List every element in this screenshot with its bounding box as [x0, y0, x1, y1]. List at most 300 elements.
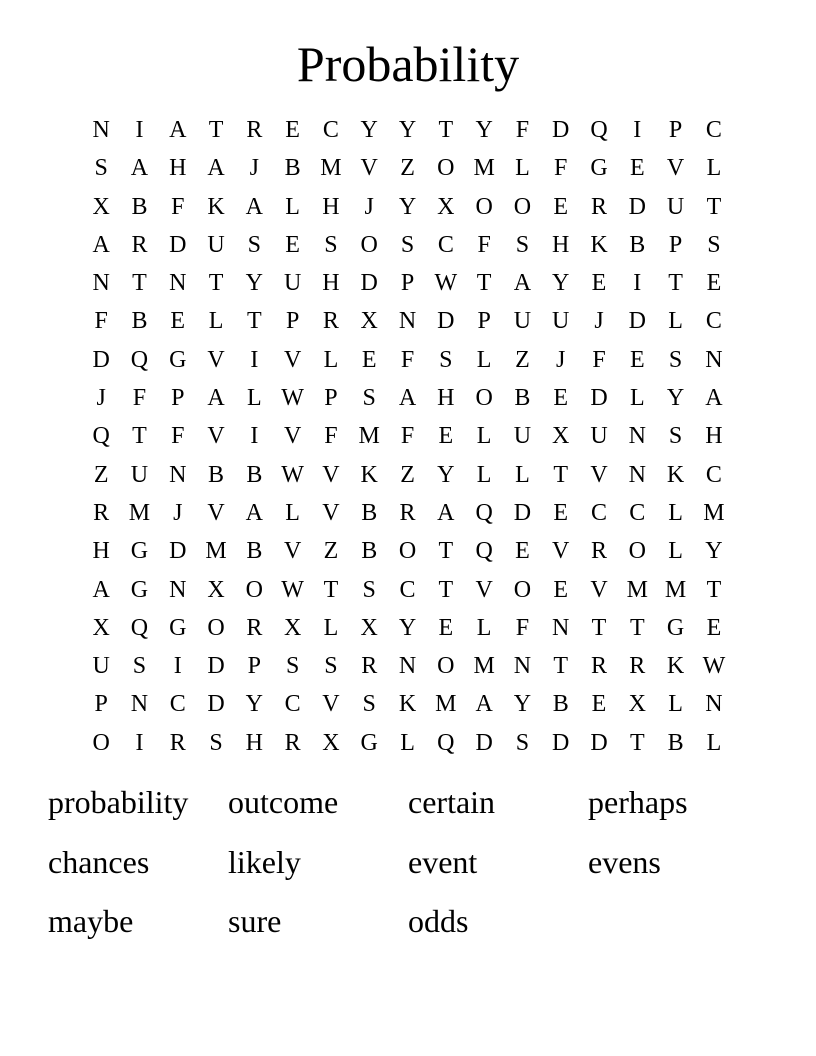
grid-letter: K [666, 461, 685, 488]
grid-letter: G [590, 155, 608, 182]
grid-letter: L [668, 538, 683, 565]
grid-letter: O [398, 538, 417, 565]
grid-letter: D [207, 653, 225, 680]
grid-letter: B [514, 385, 531, 412]
grid-letter: Y [513, 691, 532, 718]
grid-letter: R [591, 538, 608, 565]
word-list-item: probability [48, 784, 189, 820]
grid-letter: T [668, 270, 683, 297]
grid-letter: M [358, 423, 380, 450]
grid-letter: T [438, 576, 454, 603]
grid-letter: X [360, 614, 378, 641]
grid-letter: L [476, 461, 492, 488]
grid-letter: P [324, 385, 338, 412]
grid-letter: J [249, 155, 259, 182]
grid-letter: C [399, 576, 416, 603]
letter-grid [82, 111, 733, 762]
grid-letter: Y [398, 614, 417, 641]
grid-letter: H [322, 270, 340, 297]
grid-letter: W [281, 576, 304, 603]
grid-letter: E [591, 691, 607, 718]
grid-letter: F [477, 231, 491, 258]
grid-letter: F [515, 117, 530, 143]
grid-letter: A [705, 385, 723, 412]
grid-letter: E [629, 155, 645, 182]
grid-letter: O [437, 155, 455, 182]
grid-letter: V [207, 499, 225, 526]
grid-letter: K [360, 461, 378, 488]
grid-letter: N [398, 653, 417, 680]
grid-letter: O [437, 653, 455, 680]
grid-letter: J [173, 499, 183, 526]
grid-letter: X [283, 614, 302, 641]
grid-letter: Q [590, 117, 608, 143]
grid-letter: A [169, 117, 187, 143]
grid-letter: S [400, 231, 415, 258]
grid-letter: V [322, 461, 340, 488]
grid-letter: B [361, 538, 378, 565]
grid-letter: S [285, 653, 300, 680]
grid-letter: U [92, 653, 110, 680]
grid-letter: R [591, 193, 608, 220]
grid-letter: S [515, 729, 530, 756]
grid-letter: M [473, 155, 495, 182]
grid-letter: T [553, 653, 569, 680]
grid-letter: O [513, 193, 532, 220]
grid-letter: L [400, 729, 415, 756]
grid-letter: I [633, 117, 642, 143]
grid-letter: L [476, 423, 492, 450]
grid-letter: N [705, 346, 723, 373]
grid-letter: Q [92, 423, 110, 450]
grid-letter: R [93, 499, 110, 526]
grid-letter: V [207, 346, 225, 373]
grid-letter: H [169, 155, 187, 182]
grid-letter: L [247, 385, 262, 412]
grid-letter: A [245, 499, 263, 526]
grid-letter: S [247, 231, 262, 258]
grid-letter: E [629, 346, 645, 373]
grid-letter: M [128, 499, 151, 526]
grid-letter: U [513, 308, 532, 335]
grid-letter: Y [245, 270, 263, 297]
grid-letter: U [590, 423, 608, 450]
grid-letter: E [361, 346, 377, 373]
grid-letter: H [245, 729, 263, 756]
word-list-item: maybe [48, 903, 134, 939]
grid-letter: D [437, 308, 455, 335]
grid-letter: F [171, 193, 185, 220]
grid-letter: L [515, 155, 530, 182]
grid-letter: E [285, 231, 300, 258]
grid-letter: G [130, 538, 149, 565]
grid-letter: Z [515, 346, 530, 373]
grid-letter: S [324, 653, 338, 680]
grid-letter: M [205, 538, 227, 565]
grid-letter: R [246, 614, 263, 641]
grid-letter: A [207, 385, 225, 412]
grid-letter: T [208, 270, 224, 297]
grid-letter: X [207, 576, 225, 603]
grid-letter: F [515, 614, 530, 641]
grid-letter: R [169, 729, 186, 756]
grid-letter: D [475, 729, 493, 756]
grid-letter: P [247, 653, 262, 680]
grid-letter: F [554, 155, 568, 182]
grid-letter: S [94, 155, 108, 182]
grid-letter: N [398, 308, 417, 335]
grid-letter: L [706, 155, 722, 182]
grid-letter: S [362, 385, 376, 412]
word-list [48, 773, 768, 952]
grid-letter: E [706, 270, 722, 297]
grid-letter: N [92, 117, 110, 143]
grid-letter: B [552, 691, 569, 718]
grid-letter: Y [398, 117, 417, 143]
grid-letter: T [629, 614, 645, 641]
grid-letter: T [438, 538, 454, 565]
grid-letter: U [666, 193, 685, 220]
grid-letter: R [629, 653, 646, 680]
grid-letter: X [322, 729, 340, 756]
word-list-item: certain [408, 784, 496, 820]
grid-letter: Q [475, 538, 493, 565]
grid-letter: V [283, 538, 302, 565]
grid-letter: B [629, 231, 646, 258]
grid-letter: D [628, 193, 646, 220]
grid-letter: F [171, 423, 185, 450]
grid-letter: J [364, 193, 374, 220]
grid-letter: O [92, 729, 110, 756]
grid-letter: T [438, 117, 454, 143]
grid-letter: L [476, 614, 492, 641]
grid-letter: H [705, 423, 723, 450]
grid-letter: N [552, 614, 570, 641]
grid-letter: P [477, 308, 491, 335]
grid-letter: H [322, 193, 340, 220]
grid-letter: K [590, 231, 608, 258]
grid-letter: S [209, 729, 223, 756]
grid-letter: U [207, 231, 225, 258]
grid-letter: S [668, 346, 683, 373]
grid-letter: J [96, 385, 106, 412]
grid-letter: Y [360, 117, 378, 143]
grid-letter: E [285, 117, 300, 143]
grid-letter: E [438, 614, 454, 641]
grid-letter: X [437, 193, 455, 220]
grid-letter: E [553, 499, 569, 526]
grid-letter: L [668, 308, 683, 335]
grid-letter: R [399, 499, 416, 526]
page-title: Probability [296, 36, 520, 92]
grid-letter: N [169, 576, 187, 603]
grid-letter: L [629, 385, 645, 412]
grid-letter: S [439, 346, 453, 373]
grid-letter: R [131, 231, 148, 258]
grid-letter: E [553, 193, 569, 220]
word-list-item: perhaps [588, 784, 688, 820]
grid-letter: L [476, 346, 492, 373]
grid-letter: M [473, 653, 495, 680]
grid-letter: C [169, 691, 186, 718]
grid-letter: L [323, 346, 339, 373]
grid-letter: T [629, 729, 645, 756]
grid-letter: S [362, 691, 376, 718]
grid-letter: L [285, 499, 300, 526]
grid-letter: A [245, 193, 263, 220]
grid-letter: O [360, 231, 378, 258]
grid-letter: F [400, 346, 415, 373]
grid-letter: E [591, 270, 607, 297]
grid-letter: I [250, 423, 259, 450]
grid-letter: O [475, 193, 493, 220]
grid-letter: T [323, 576, 339, 603]
grid-letter: U [130, 461, 149, 488]
grid-letter: V [322, 691, 340, 718]
word-list-item: odds [408, 903, 469, 939]
grid-letter: G [360, 729, 378, 756]
grid-letter: I [135, 117, 144, 143]
grid-letter: T [591, 614, 607, 641]
grid-letter: B [208, 461, 225, 488]
grid-letter: T [706, 576, 722, 603]
grid-letter: B [131, 308, 148, 335]
grid-letter: D [590, 385, 608, 412]
grid-letter: A [398, 385, 417, 412]
grid-letter: E [515, 538, 530, 565]
grid-letter: D [590, 729, 608, 756]
word-list-item: outcome [228, 784, 339, 820]
grid-letter: S [132, 653, 147, 680]
grid-letter: C [322, 117, 339, 143]
grid-letter: P [94, 691, 108, 718]
grid-letter: T [132, 423, 147, 450]
grid-letter: V [552, 538, 570, 565]
grid-letter: P [668, 117, 683, 143]
grid-letter: X [92, 614, 110, 641]
grid-letter: L [515, 461, 530, 488]
grid-letter: A [475, 691, 493, 718]
grid-letter: K [398, 691, 417, 718]
grid-letter: Q [130, 346, 149, 373]
grid-letter: S [362, 576, 376, 603]
grid-letter: U [283, 270, 302, 297]
grid-letter: D [169, 538, 187, 565]
grid-letter: L [668, 499, 683, 526]
grid-letter: V [360, 155, 378, 182]
grid-letter: E [170, 308, 186, 335]
grid-letter: A [207, 155, 225, 182]
grid-letter: T [247, 308, 262, 335]
grid-letter: A [513, 270, 532, 297]
grid-letter: G [169, 614, 187, 641]
grid-letter: X [628, 691, 646, 718]
grid-letter: K [666, 653, 685, 680]
grid-letter: D [207, 691, 225, 718]
grid-letter: P [400, 270, 415, 297]
grid-letter: Z [400, 155, 415, 182]
word-list-item: sure [228, 903, 282, 939]
grid-letter: D [360, 270, 378, 297]
grid-letter: W [702, 653, 726, 680]
grid-letter: M [435, 691, 457, 718]
grid-letter: B [246, 461, 263, 488]
grid-letter: V [666, 155, 685, 182]
grid-letter: N [130, 691, 149, 718]
grid-letter: X [360, 308, 378, 335]
grid-letter: I [633, 270, 642, 297]
grid-letter: Y [475, 117, 493, 143]
grid-letter: E [438, 423, 454, 450]
grid-letter: U [513, 423, 532, 450]
grid-letter: N [169, 270, 187, 297]
grid-letter: V [322, 499, 340, 526]
grid-letter: C [437, 231, 454, 258]
grid-letter: I [135, 729, 144, 756]
grid-letter: D [169, 231, 187, 258]
grid-letter: E [553, 576, 569, 603]
grid-letter: P [285, 308, 300, 335]
word-list-item: event [408, 843, 478, 880]
grid-letter: F [592, 346, 606, 373]
grid-letter: V [590, 461, 608, 488]
grid-letter: V [590, 576, 608, 603]
grid-letter: S [324, 231, 338, 258]
grid-letter: Y [705, 538, 723, 565]
grid-letter: Z [93, 461, 109, 488]
grid-letter: A [92, 231, 110, 258]
grid-letter: I [250, 346, 259, 373]
grid-letter: T [553, 461, 569, 488]
grid-letter: T [132, 270, 147, 297]
grid-letter: D [552, 729, 570, 756]
grid-letter: Z [323, 538, 339, 565]
grid-letter: A [130, 155, 149, 182]
grid-letter: E [553, 385, 569, 412]
grid-letter: M [703, 499, 725, 526]
grid-letter: C [705, 308, 722, 335]
grid-letter: N [628, 423, 646, 450]
grid-letter: N [513, 653, 532, 680]
grid-letter: H [552, 231, 570, 258]
grid-letter: S [668, 423, 683, 450]
word-list-item: chances [48, 843, 150, 880]
grid-letter: M [626, 576, 648, 603]
grid-letter: H [437, 385, 455, 412]
grid-letter: K [207, 193, 225, 220]
grid-letter: R [284, 729, 301, 756]
grid-letter: A [92, 576, 110, 603]
grid-letter: E [706, 614, 722, 641]
grid-letter: N [92, 270, 110, 297]
grid-letter: X [552, 423, 570, 450]
grid-letter: Y [437, 461, 455, 488]
grid-letter: B [667, 729, 684, 756]
grid-letter: C [705, 117, 722, 143]
grid-letter: L [706, 729, 722, 756]
grid-letter: V [207, 423, 225, 450]
grid-letter: O [513, 576, 532, 603]
grid-letter: D [513, 499, 532, 526]
grid-letter: N [169, 461, 187, 488]
grid-letter: Y [245, 691, 263, 718]
grid-letter: Q [475, 499, 493, 526]
grid-letter: X [92, 193, 110, 220]
grid-letter: T [208, 117, 224, 143]
grid-letter: A [437, 499, 455, 526]
grid-letter: Y [398, 193, 417, 220]
word-list-item: evens [588, 843, 661, 880]
grid-letter: P [668, 231, 683, 258]
grid-letter: Q [130, 614, 149, 641]
grid-letter: G [169, 346, 187, 373]
grid-letter: C [629, 499, 646, 526]
grid-letter: O [245, 576, 263, 603]
grid-letter: F [324, 423, 338, 450]
grid-letter: Q [437, 729, 455, 756]
grid-letter: F [94, 308, 108, 335]
grid-letter: T [706, 193, 722, 220]
grid-letter: W [434, 270, 458, 297]
grid-letter: J [556, 346, 566, 373]
grid-letter: S [515, 231, 530, 258]
grid-letter: L [208, 308, 224, 335]
grid-letter: O [628, 538, 646, 565]
grid-letter: O [475, 385, 493, 412]
grid-letter: R [361, 653, 378, 680]
grid-letter: R [591, 653, 608, 680]
grid-letter: W [281, 461, 304, 488]
grid-letter: R [322, 308, 339, 335]
grid-letter: P [171, 385, 185, 412]
grid-letter: F [400, 423, 415, 450]
grid-letter: F [132, 385, 147, 412]
grid-letter: V [283, 346, 302, 373]
grid-letter: Y [666, 385, 685, 412]
grid-letter: W [281, 385, 304, 412]
grid-letter: B [361, 499, 378, 526]
grid-letter: L [323, 614, 339, 641]
grid-letter: Z [400, 461, 415, 488]
grid-letter: H [92, 538, 110, 565]
grid-letter: V [475, 576, 493, 603]
grid-letter: D [628, 308, 646, 335]
grid-letter: C [591, 499, 608, 526]
grid-letter: V [283, 423, 302, 450]
grid-letter: N [705, 691, 723, 718]
grid-letter: B [131, 193, 148, 220]
grid-letter: D [92, 346, 110, 373]
grid-letter: G [666, 614, 685, 641]
grid-letter: M [664, 576, 687, 603]
grid-letter: N [628, 461, 646, 488]
grid-letter: S [707, 231, 721, 258]
grid-letter: I [173, 653, 182, 680]
grid-letter: D [552, 117, 570, 143]
grid-letter: G [130, 576, 149, 603]
grid-letter: T [476, 270, 492, 297]
grid-letter: B [284, 155, 301, 182]
grid-letter: C [284, 691, 301, 718]
grid-letter: L [285, 193, 300, 220]
grid-letter: C [705, 461, 722, 488]
grid-letter: M [320, 155, 342, 182]
grid-letter: Y [552, 270, 570, 297]
grid-letter: L [668, 691, 683, 718]
word-list-item: likely [228, 843, 301, 880]
grid-letter: U [552, 308, 570, 335]
grid-letter: R [246, 117, 263, 143]
